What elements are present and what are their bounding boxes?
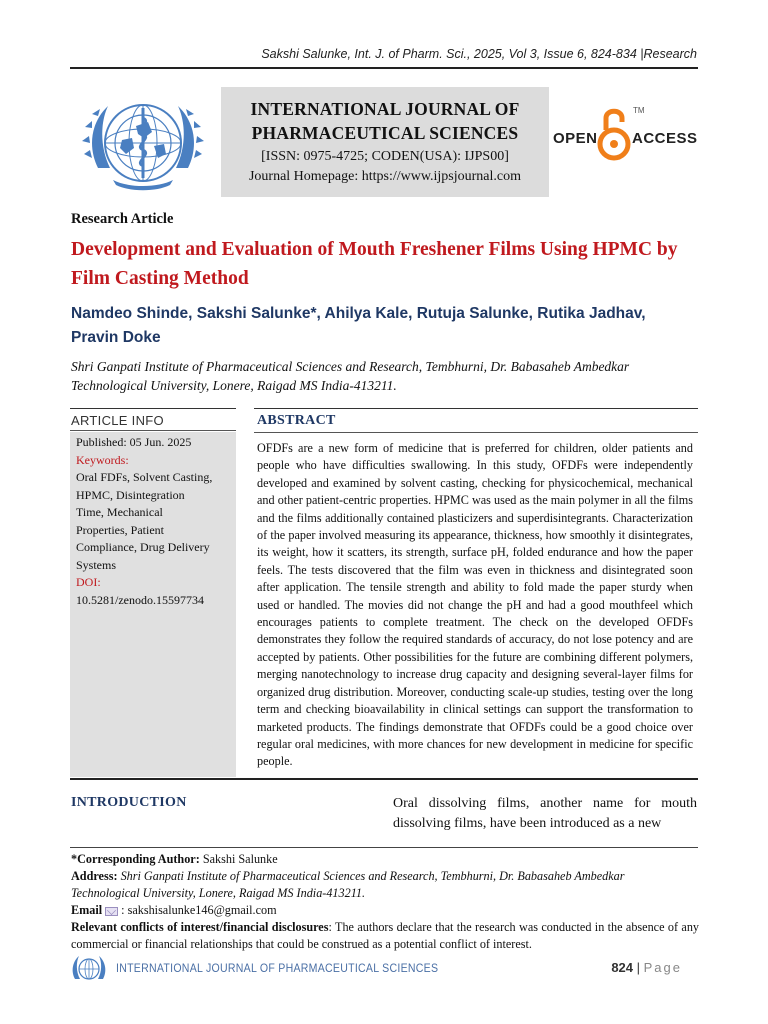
journal-name-line1: INTERNATIONAL JOURNAL OF — [250, 99, 520, 119]
introduction-heading: INTRODUCTION — [71, 795, 187, 810]
mail-icon — [105, 907, 118, 916]
open-access-word-open: OPEN — [553, 130, 598, 147]
corresponding-author — [71, 851, 699, 868]
page-separator: | — [633, 960, 644, 975]
keywords-label: Keywords: — [76, 452, 129, 467]
address-line2: Technological University, Lonere, Raigad MS India-413211. — [71, 886, 366, 900]
article-type: Research Article — [71, 211, 174, 227]
footnotes — [71, 851, 699, 953]
published-date: Published: 05 Jun. 2025 — [76, 435, 192, 449]
affiliation-line2: Technological University, Lonere, Raigad MS India-413211. — [71, 378, 397, 393]
open-access-lock-icon — [597, 104, 631, 162]
author-list-line2: Pravin Doke — [71, 329, 161, 346]
header-rule — [70, 67, 698, 69]
author-list — [71, 302, 691, 350]
article-info-rule — [70, 430, 236, 431]
footnote-rule — [70, 847, 698, 848]
journal-issn: [ISSN: 0975-4725; CODEN(USA): IJPS00] — [261, 149, 509, 164]
email-row: Email : sakshisalunke146@gmail.com — [71, 903, 277, 917]
footer-who-logo — [71, 952, 107, 986]
address — [71, 868, 699, 885]
conflicts-label: Relevant conflicts of interest/financial disclosures — [71, 920, 329, 934]
abstract-rule — [254, 432, 698, 433]
address-line1: Shri Ganpati Institute of Pharmaceutical Sciences and Research, Tembhurni, Dr. Babasaheb Ambedkar — [120, 869, 625, 883]
abstract-bottom-rule — [70, 778, 698, 780]
keyword-line: Oral FDFs, Solvent Casting, — [76, 470, 213, 484]
page-number: 824 — [611, 960, 634, 975]
keyword-line: Properties, Patient — [76, 522, 164, 537]
open-access-logo — [553, 104, 703, 168]
corresponding-author-label: *Corresponding Author: — [71, 852, 200, 866]
affiliation — [71, 357, 691, 395]
keyword-line: Time, Mechanical — [76, 505, 163, 519]
doi-link[interactable]: 10.5281/zenodo.15597734 — [76, 592, 204, 607]
open-access-word-access: ACCESS — [632, 130, 698, 147]
address-label: Address: — [71, 869, 118, 883]
who-emblem-logo — [78, 88, 208, 198]
journal-homepage: Journal Homepage: https://www.ijpsjournal.com — [248, 169, 522, 184]
abstract-text: OFDFs are a new form of medicine that is preferred for children, older patients and people who have difficulties swallowing. In this study, OFDFs were independently developed and examined by solvent casting, checking for physicochemical, mechanical and other patient-centric properties. HPMC was used as the main polymer in all the films and the films additionally contained plasticizers and superdisintegrants. Characterization of the paper involved measuring its appearance, thickness, how smoothly it disintegrates, its weight, how it scatters, its strength, surface pH, folded endurance and how the paper feels. The tests discovered that the film was even in thickness and disintegrated soon after application. The tensile strength and ability to fold made the paper sturdy when used or handled. The movies did not change the pH and had a good mouthfeel which encourages patients to complete treatment. The check on the developed OFDFs demonstrates they follow the required standards of accuracy, do not lose potency and are accepted by patients. Other possibilities for the future are combining different polymers, merging nanotechnology to increase drug capacity and designing several-layer films for organized drug distribution. Moreover, conducting scale-up studies, testing over the long term and checking bioavailability in clinical settings can support the transformation to marketed products. The findings demonstrate that OFDFs could be a good choice over regular oral medicines, with more chances for new development in medicine for specific people. — [257, 441, 693, 769]
email-address[interactable]: sakshisalunke146@gmail.com — [127, 903, 277, 917]
article-title: Development and Evaluation of Mouth Freshener Films Using HPMC by Film Casting Method — [71, 239, 678, 289]
page-word: Page — [643, 960, 682, 975]
doi-label: DOI: — [76, 575, 101, 589]
introduction-text: Oral dissolving films, another name for mouth dissolving films, have been introduced as a new — [393, 796, 697, 831]
conflicts-text: : The authors declare that the research was conducted in the absence of any commercial or financial relationships that could be construed as a potential conflict of interest. — [71, 920, 700, 951]
abstract-heading: ABSTRACT — [257, 413, 336, 428]
author-list-line1: Namdeo Shinde, Sakshi Salunke*, Ahilya Kale, Rutuja Salunke, Rutika Jadhav, — [71, 305, 646, 322]
article-info-top-rule — [70, 408, 236, 409]
abstract-top-rule — [254, 408, 698, 409]
conflicts-statement — [71, 919, 699, 953]
footer-journal-name: INTERNATIONAL JOURNAL OF PHARMACEUTICAL SCIENCES — [116, 961, 439, 975]
article-info-panel — [70, 432, 236, 777]
journal-name-line2: PHARMACEUTICAL SCIENCES — [251, 123, 519, 143]
open-access-tm: TM — [633, 106, 645, 115]
footer-page-number — [611, 960, 682, 975]
running-head: Sakshi Salunke, Int. J. of Pharm. Sci., 2025, Vol 3, Issue 6, 824-834 |Research — [261, 47, 697, 61]
affiliation-line1: Shri Ganpati Institute of Pharmaceutical Sciences and Research, Tembhurni, Dr. Babasaheb Ambedkar — [71, 359, 630, 374]
corresponding-author-name: Sakshi Salunke — [199, 852, 278, 866]
article-info-heading: ARTICLE INFO — [71, 413, 164, 428]
journal-masthead — [221, 87, 549, 197]
keyword-line: Systems — [76, 557, 117, 572]
email-label: Email — [71, 903, 103, 917]
keyword-line: HPMC, Disintegration — [76, 487, 185, 502]
keyword-line: Compliance, Drug Delivery — [76, 540, 210, 554]
